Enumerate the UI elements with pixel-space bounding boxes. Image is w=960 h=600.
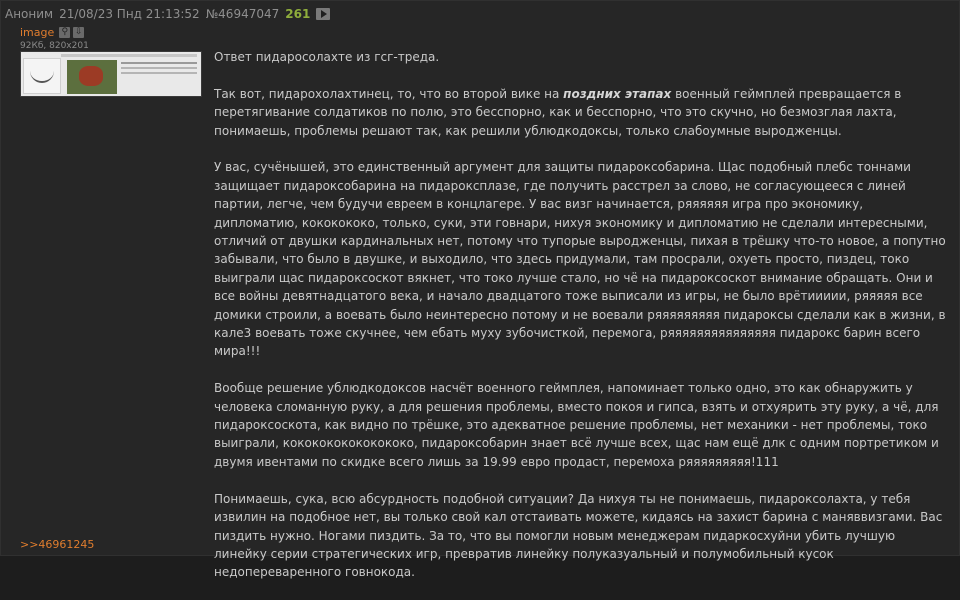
post-datetime: 21/08/23 Пнд 21:13:52: [59, 7, 200, 21]
message-emphasis: поздних этапах: [563, 86, 672, 101]
thumbnail-titlebar: [61, 54, 197, 57]
file-meta: 92Кб, 820x201: [20, 41, 89, 51]
download-icon[interactable]: ⇩: [74, 26, 83, 37]
thumbnail-face-drawing: [23, 58, 61, 94]
post-number[interactable]: №46947047: [205, 7, 280, 21]
reply-link[interactable]: >>46961245: [20, 538, 95, 551]
thumbnail-text-lines: [121, 62, 197, 64]
image-thumbnail[interactable]: [20, 51, 202, 97]
file-name-link[interactable]: image: [20, 25, 55, 39]
message-paragraph: Понимаешь, сука, всю абсурдность подобной ситуации? Да нихуя ты не понимаешь, пидароксолахта, у тебя извилин на подобное нет, вы только свой кал отстаивать можете, кидаясь на захист барина с маняввизгами. Вас пиздить нужно. Ногами пиздить. За то, что вы помогли новым менеджерам пидаркосхуйни убить лучшую линейку серии стратегических игр, превратив линейку полуказуальный и полумобильный кусок недопереваренного говнокода.: [214, 491, 943, 580]
post-message: [214, 48, 949, 600]
message-paragraph: Ответ пидаросолахте из гсг-треда.: [214, 50, 440, 64]
message-paragraph: Вообще решение ублюдкодоксов насчёт военного геймплея, напоминает только одно, это как обнаружить у человека сломанную руку, а для решения проблемы, вместо покоя и гипса, взять и отхуярить эту руку, а чё, для пидароксоскота, как видно по трёшке, это адекватное решение проблемы, нет механики - нет проблемы, токо выиграли, кококококококококо, пидароксобарин знает всё лучше всех, щас нам ещё длк с одним портретиком и двумя ивентами по скидке всего лишь за 19.99 евро продаст, перемоха ряяяяяяяяя!111: [214, 381, 939, 469]
message-paragraph: У вас, сучёнышей, это единственный аргумент для защиты пидароксобарина. Щас подобный плебс тоннами защищает пидароксобарина на пидароксплазе, где получить расстрел за слово, не согласующееся с линей партии, легче, чем будучи евреем в концлагере. У вас визг начинается, ряяяяяя игра про экономику, дипломатию, кококококо, только, суки, эти говнари, нихуя экономику и дипломатию не сделали интересными, отличий от двушки кардинальных нет, потому что тупорые выродженцы, пихая в трёшку что-то новое, а попутно забывали, что было в двушке, и выходило, что здесь придумали, там просрали, охуеть просто, пиздец, токо выиграли щас пидароксоскот вякнет, что токо лучше стало, но чё на пидароксоскот внимание обращать. Они и все войны девятнадцатого века, и начало двадцатого тоже выписали из игры, не было врётиииии, ряяяяя все домики строили, а воевать было неинтересно потому и не воевали ряяяяяяяяя пидароксы сделали как в жизни, в кале3 воевать тоже скучнее, чем ебать муху зубочисткой, перемога, ряяяяяяяяяяяяяяя пидарокс барин всего мира!!!: [214, 160, 946, 359]
file-row: [20, 26, 84, 38]
message-text: военный геймплей превращается в перетягивание солдатиков по полю, это бесспорно, как и бесспорно, что это скучно, но безмозглая лахта, понимаешь, проблемы решают так, как решили ублюдкодоксы, только слабоумные выродженцы.: [214, 86, 902, 138]
search-icon[interactable]: ⚲: [59, 27, 70, 38]
message-paragraph: [214, 85, 949, 140]
play-icon[interactable]: [316, 8, 330, 20]
post-position-count: 261: [285, 7, 311, 21]
post-author: Аноним: [5, 7, 54, 21]
post-header: [5, 6, 330, 22]
message-text: Так вот, пидарохолахтинец, то, что во второй вике на: [214, 86, 564, 101]
thumbnail-map-image: [67, 60, 117, 94]
